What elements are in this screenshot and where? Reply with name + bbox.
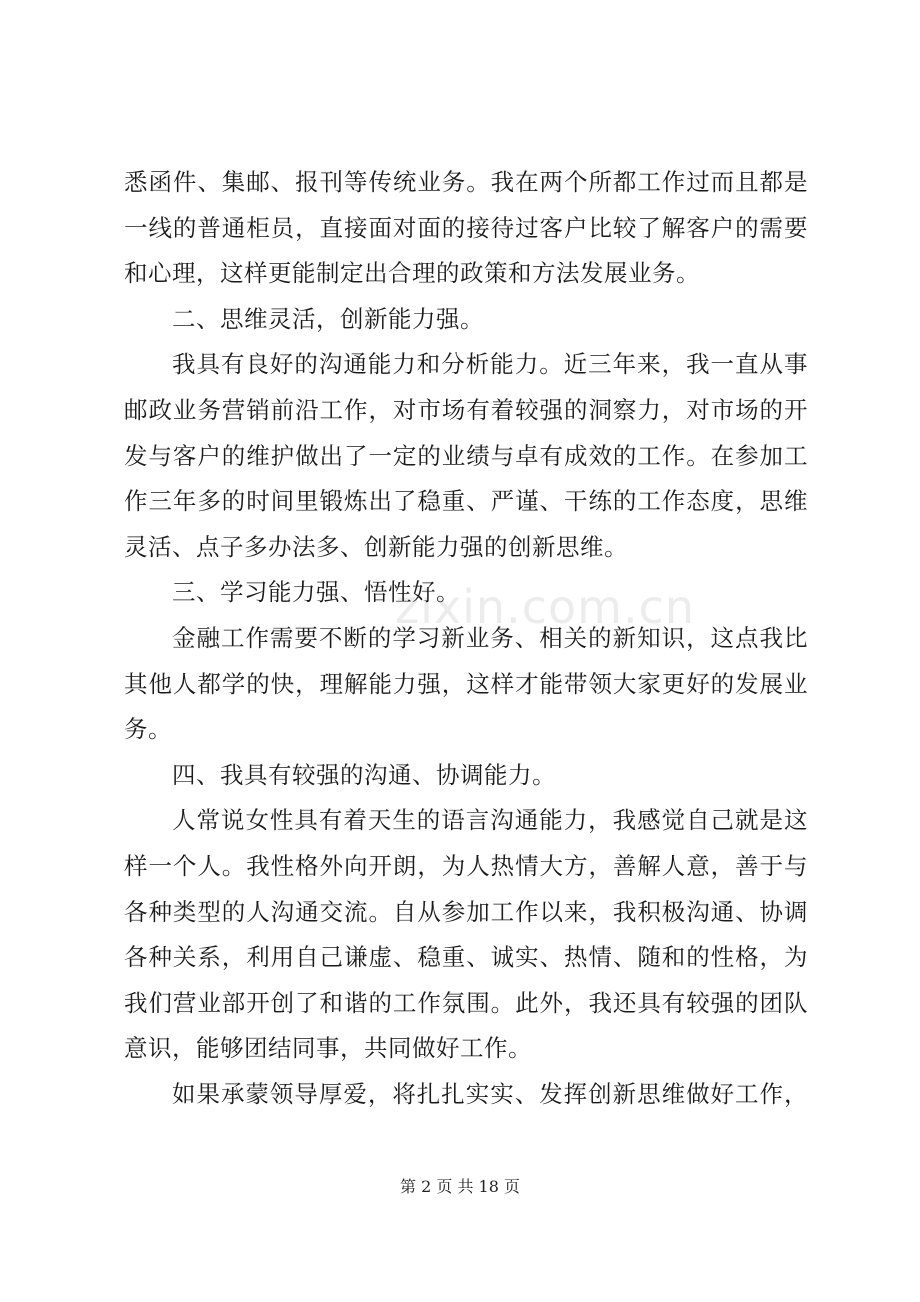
paragraph-line: 各种类型的人沟通交流。自从参加工作以来，我积极沟通、协调	[124, 897, 808, 926]
paragraph-line: 意识，能够团结同事，共同做好工作。	[124, 1034, 532, 1063]
section-heading: 四、我具有较强的沟通、协调能力。	[172, 760, 556, 789]
paragraph-line: 人常说女性具有着天生的语言沟通能力，我感觉自己就是这	[172, 806, 808, 835]
paragraph-line: 如果承蒙领导厚爱，将扎扎实实、发挥创新思维做好工作，	[172, 1079, 808, 1108]
paragraph-line: 发与客户的维护做出了一定的业绩与卓有成效的工作。在参加工	[124, 441, 808, 470]
page-footer: 第 2 页 共 18 页	[400, 1177, 520, 1196]
paragraph-line: 样一个人。我性格外向开朗，为人热情大方，善解人意，善于与	[124, 851, 808, 880]
document-body	[124, 160, 808, 1117]
paragraph-line: 务。	[124, 715, 172, 744]
section-heading: 二、思维灵活，创新能力强。	[172, 304, 484, 333]
paragraph-line: 邮政业务营销前沿工作，对市场有着较强的洞察力，对市场的开	[124, 395, 808, 424]
paragraph-line: 悉函件、集邮、报刊等传统业务。我在两个所都工作过而且都是	[124, 168, 808, 196]
paragraph-line: 各种关系，利用自己谦虚、稳重、诚实、热情、随和的性格，为	[124, 943, 808, 972]
watermark: zixin.com.cn	[395, 580, 696, 634]
paragraph-line: 我们营业部开创了和谐的工作氛围。此外，我还具有较强的团队	[124, 988, 808, 1017]
paragraph-line: 和心理，这样更能制定出合理的政策和方法发展业务。	[124, 259, 700, 288]
paragraph-line: 作三年多的时间里锻炼出了稳重、严谨、干练的工作态度，思维	[124, 487, 808, 516]
paragraph-line: 我具有良好的沟通能力和分析能力。近三年来，我一直从事	[172, 350, 808, 379]
paragraph-line: 金融工作需要不断的学习新业务、相关的新知识，这点我比	[172, 623, 808, 652]
paragraph-line: 其他人都学的快，理解能力强，这样才能带领大家更好的发展业	[124, 669, 808, 698]
paragraph-line: 灵活、点子多办法多、创新能力强的创新思维。	[124, 532, 628, 561]
section-heading: 三、学习能力强、悟性好。	[172, 578, 460, 607]
paragraph-line: 一线的普通柜员，直接面对面的接待过客户比较了解客户的需要	[124, 213, 808, 242]
